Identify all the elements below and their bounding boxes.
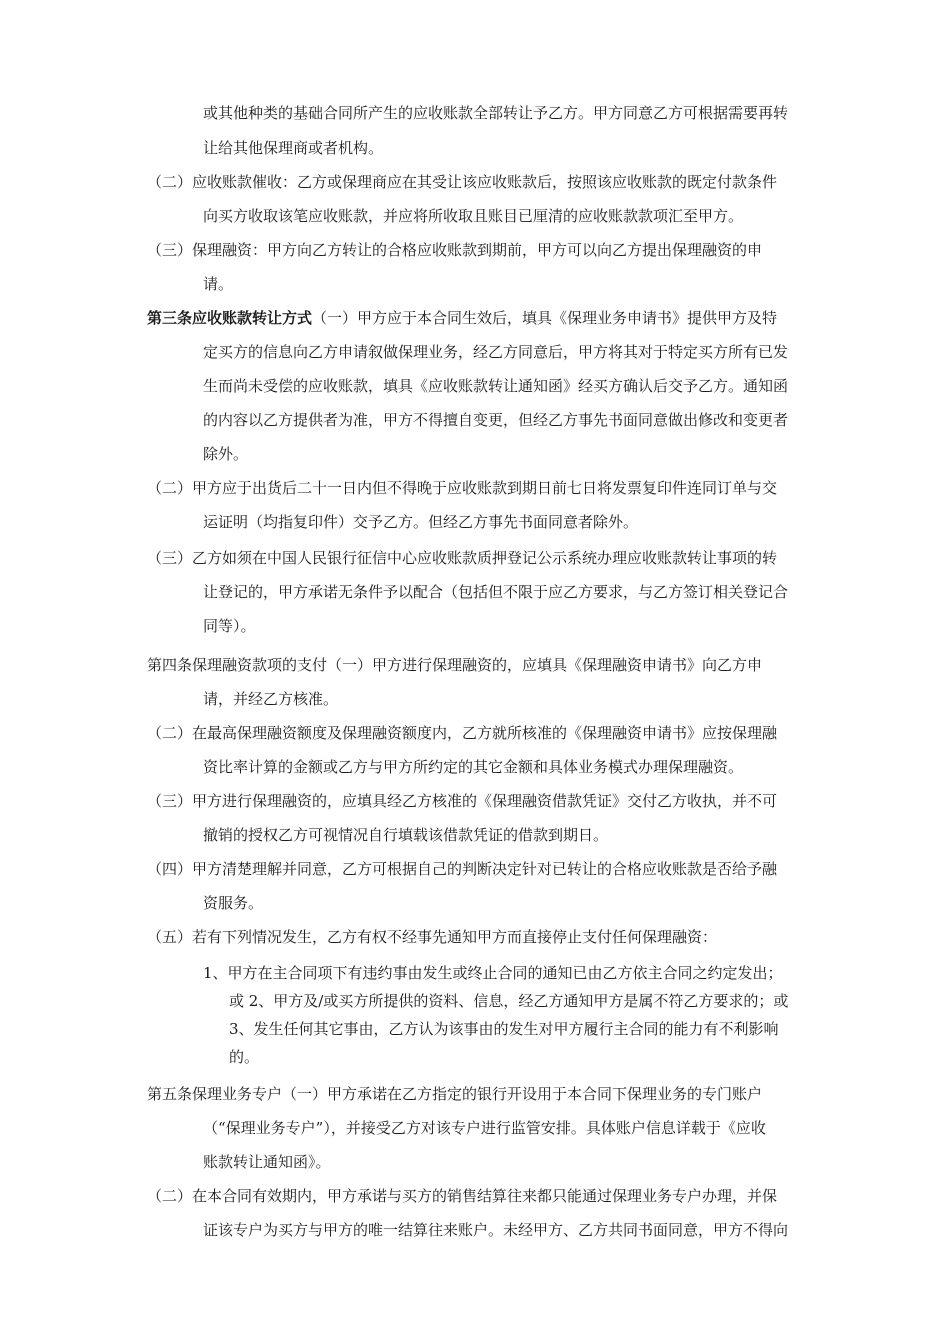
text-line: （五）若有下列情况发生，乙方有权不经事先通知甲方而直接停止支付任何保理融资： (147, 928, 718, 946)
text-segment: （一）甲方应于本合同生效后，填具《保理业务申请书》提供甲方及特 (312, 309, 778, 327)
text-line: （二）甲方应于出货后二十一日内但不得晚于应收账款到期日前七日将发票复印件连同订单与交 (147, 479, 778, 497)
text-line: 或其他种类的基础合同所产生的应收账款全部转让予乙方。甲方同意乙方可根据需要再转 (203, 104, 789, 122)
text-line: （四）甲方清楚理解并同意，乙方可根据自己的判断决定针对已转让的合格应收账款是否给予融 (147, 860, 778, 878)
article-3-heading-line (147, 308, 777, 328)
text-line: 第四条保理融资款项的支付（一）甲方进行保理融资的，应填具《保理融资申请书》向乙方申 (147, 656, 763, 674)
text-line: 向买方收取该笔应收账款，并应将所收取且账目已厘清的应收账款款项汇至甲方。 (203, 207, 744, 225)
text-line: 或 2、甲方及/或买方所提供的资料、信息，经乙方通知甲方是属不符乙方要求的；或 (229, 992, 789, 1010)
text-line: （二）在最高保理融资额度及保理融资额度内，乙方就所核准的《保理融资申请书》应按保理融 (147, 724, 778, 742)
text-line: 账款转让通知函》。 (203, 1153, 331, 1171)
text-line: 资服务。 (203, 894, 264, 912)
text-line: 定买方的信息向乙方申请叙做保理业务，经乙方同意后，甲方将其对于特定买方所有已发 (203, 343, 789, 361)
text-line: 生而尚未受偿的应收账款，填具《应收账款转让通知函》经买方确认后交予乙方。通知函 (203, 377, 789, 395)
text-line: 运证明（均指复印件）交予乙方。但经乙方事先书面同意者除外。 (203, 513, 639, 531)
text-line: 的。 (229, 1048, 260, 1066)
text-line: （三）保理融资：甲方向乙方转让的合格应收账款到期前，甲方可以向乙方提出保理融资的申 (147, 241, 763, 259)
text-line: 让登记的，甲方承诺无条件予以配合（包括但不限于应乙方要求，与乙方签订相关登记合 (203, 583, 789, 601)
text-line: （三）乙方如须在中国人民银行征信中心应收账款质押登记公示系统办理应收账款转让事项的转 (147, 549, 778, 567)
text-line: 请。 (203, 275, 234, 293)
text-line: （二）在本合同有效期内，甲方承诺与买方的销售结算往来都只能通过保理业务专户办理，并保 (147, 1187, 778, 1205)
text-line: 撤销的授权乙方可视情况自行填载该借款凭证的借款到期日。 (203, 826, 609, 844)
text-line: 证该专户为买方与甲方的唯一结算往来账户。未经甲方、乙方共同书面同意，甲方不得向 (203, 1221, 789, 1239)
article-heading: 第三条应收账款转让方式 (147, 309, 313, 327)
text-line: （“保理业务专户”），并接受乙方对该专户进行监管安排。具体账户信息详载于《应收 (203, 1119, 766, 1137)
text-line: 3、发生任何其它事由，乙方认为该事由的发生对甲方履行主合同的能力有不利影响 (229, 1020, 779, 1038)
text-line: 第五条保理业务专户（一）甲方承诺在乙方指定的银行开设用于本合同下保理业务的专门账户 (147, 1085, 763, 1103)
text-line: 让给其他保理商或者机构。 (203, 139, 384, 157)
text-line: 除外。 (203, 445, 249, 463)
text-line: （三）甲方进行保理融资的，应填具经乙方核准的《保理融资借款凭证》交付乙方收执，并不可 (147, 792, 778, 810)
text-line: 请，并经乙方核准。 (203, 690, 339, 708)
text-line: 同等）。 (203, 617, 256, 635)
text-line: 资比率计算的金额或乙方与甲方所约定的其它金额和具体业务模式办理保理融资。 (203, 758, 744, 776)
text-line: 1、甲方在主合同项下有违约事由发生或终止合同的通知已由乙方依主合同之约定发出； (203, 964, 783, 982)
text-line: 的内容以乙方提供者为准，甲方不得擅自变更，但经乙方事先书面同意做出修改和变更者 (203, 411, 789, 429)
text-line: （二）应收账款催收：乙方或保理商应在其受让该应收账款后，按照该应收账款的既定付款条件 (147, 173, 778, 191)
